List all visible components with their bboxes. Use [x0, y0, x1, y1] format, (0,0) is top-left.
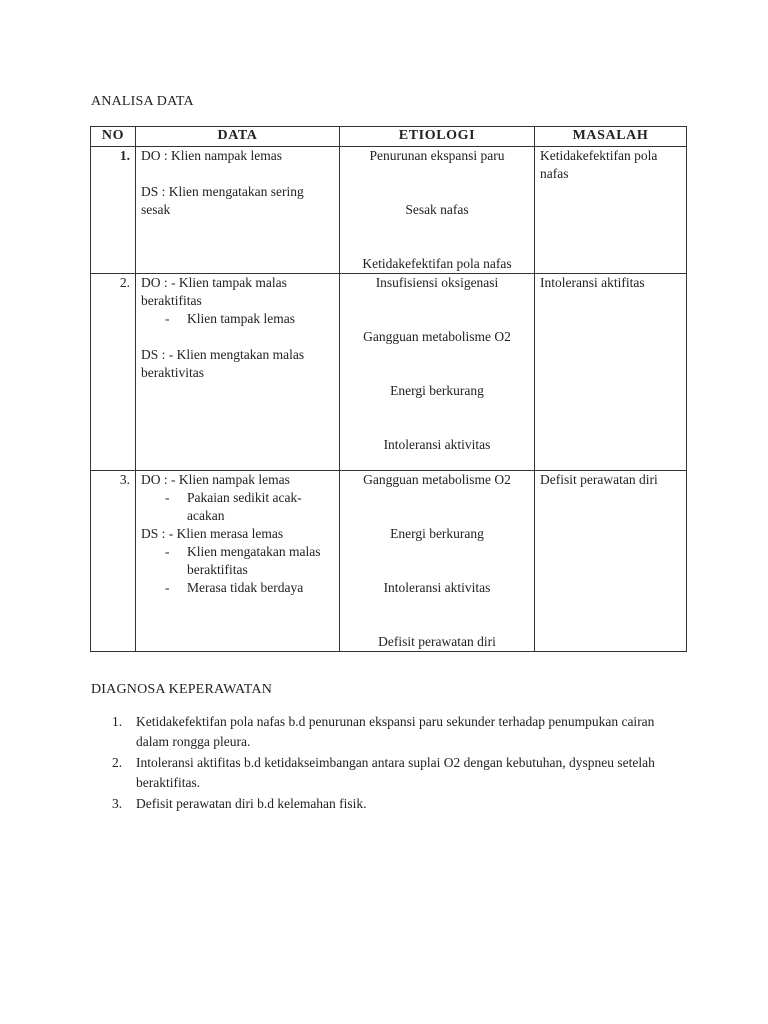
- dash-bullet: -: [165, 580, 170, 595]
- list-number: 3.: [112, 796, 123, 811]
- header-masalah: MASALAH: [535, 127, 687, 147]
- table-row: [91, 471, 687, 652]
- table-header-row: [91, 127, 687, 147]
- masalah-text: Intoleransi aktifitas: [540, 275, 645, 290]
- row-number: 3.: [91, 471, 136, 652]
- list-item: [90, 794, 690, 814]
- list-item: [90, 753, 690, 793]
- data-ds-subitem: [141, 543, 334, 579]
- etiologi-item: Insufisiensi oksigenasi: [375, 275, 499, 290]
- masalah-cell: [535, 147, 687, 274]
- etiologi-cell: [340, 147, 535, 274]
- masalah-cell: [535, 471, 687, 652]
- data-ds: DS : - Klien mengtakan malas beraktivitas: [141, 347, 305, 380]
- table-row: [91, 274, 687, 471]
- dash-bullet: -: [165, 544, 170, 559]
- dash-bullet: -: [165, 311, 170, 326]
- subitem-text: Pakaian sedikit acak-acakan: [187, 490, 302, 523]
- etiologi-item: Intoleransi aktivitas: [383, 437, 491, 452]
- masalah-text: Ketidakefektifan pola nafas: [540, 148, 658, 181]
- data-do: DO : - Klien nampak lemas: [141, 472, 290, 487]
- header-no: NO: [91, 127, 136, 147]
- diagnosa-text: Intoleransi aktifitas b.d ketidakseimbangan antara suplai O2 dengan kebutuhan, dyspneu setelah beraktifitas.: [136, 755, 655, 790]
- header-data: DATA: [136, 127, 340, 147]
- row-number: 1.: [91, 147, 136, 274]
- data-ds: DS : Klien mengatakan sering sesak: [141, 184, 304, 217]
- subitem-text: Merasa tidak berdaya: [187, 580, 304, 595]
- diagnosa-text: Ketidakefektifan pola nafas b.d penurunan ekspansi paru sekunder terhadap penumpukan cairan dalam rongga pleura.: [136, 714, 655, 749]
- subitem-text: Klien mengatakan malas beraktifitas: [187, 544, 321, 577]
- data-do-subitem: [141, 310, 334, 328]
- diagnosa-text: Defisit perawatan diri b.d kelemahan fisik.: [136, 796, 367, 811]
- etiologi-item: Intoleransi aktivitas: [383, 580, 491, 595]
- table-row: [91, 147, 687, 274]
- etiologi-item: Ketidakefektifan pola nafas: [362, 256, 512, 271]
- etiologi-item: Energi berkurang: [390, 383, 484, 398]
- row-number: 2.: [91, 274, 136, 471]
- etiologi-item: Gangguan metabolisme O2: [363, 472, 511, 487]
- etiologi-item: Penurunan ekspansi paru: [369, 148, 505, 163]
- list-number: 2.: [112, 755, 123, 770]
- data-cell: [136, 147, 340, 274]
- etiologi-cell: [340, 471, 535, 652]
- data-ds-subitem: [141, 579, 334, 597]
- analisa-data-heading: ANALISA DATA: [91, 94, 194, 109]
- masalah-cell: [535, 274, 687, 471]
- list-number: 1.: [112, 714, 123, 729]
- etiologi-item: Sesak nafas: [405, 202, 469, 217]
- list-item: [90, 712, 690, 752]
- data-do-subitem: [141, 489, 334, 525]
- dash-bullet: -: [165, 490, 170, 505]
- data-cell: [136, 471, 340, 652]
- etiologi-item: Defisit perawatan diri: [378, 634, 496, 649]
- diagnosa-list: [90, 712, 690, 815]
- masalah-text: Defisit perawatan diri: [540, 472, 658, 487]
- etiologi-item: Energi berkurang: [390, 526, 484, 541]
- data-ds: DS : - Klien merasa lemas: [141, 526, 284, 541]
- etiologi-cell: [340, 274, 535, 471]
- subitem-text: Klien tampak lemas: [187, 311, 295, 326]
- etiologi-item: Gangguan metabolisme O2: [363, 329, 511, 344]
- data-do: DO : - Klien tampak malas beraktifitas: [141, 275, 287, 308]
- data-cell: [136, 274, 340, 471]
- header-etiologi: ETIOLOGI: [340, 127, 535, 147]
- analisa-data-table: [90, 126, 687, 652]
- diagnosa-keperawatan-heading: DIAGNOSA KEPERAWATAN: [91, 682, 273, 697]
- data-do: DO : Klien nampak lemas: [141, 148, 282, 163]
